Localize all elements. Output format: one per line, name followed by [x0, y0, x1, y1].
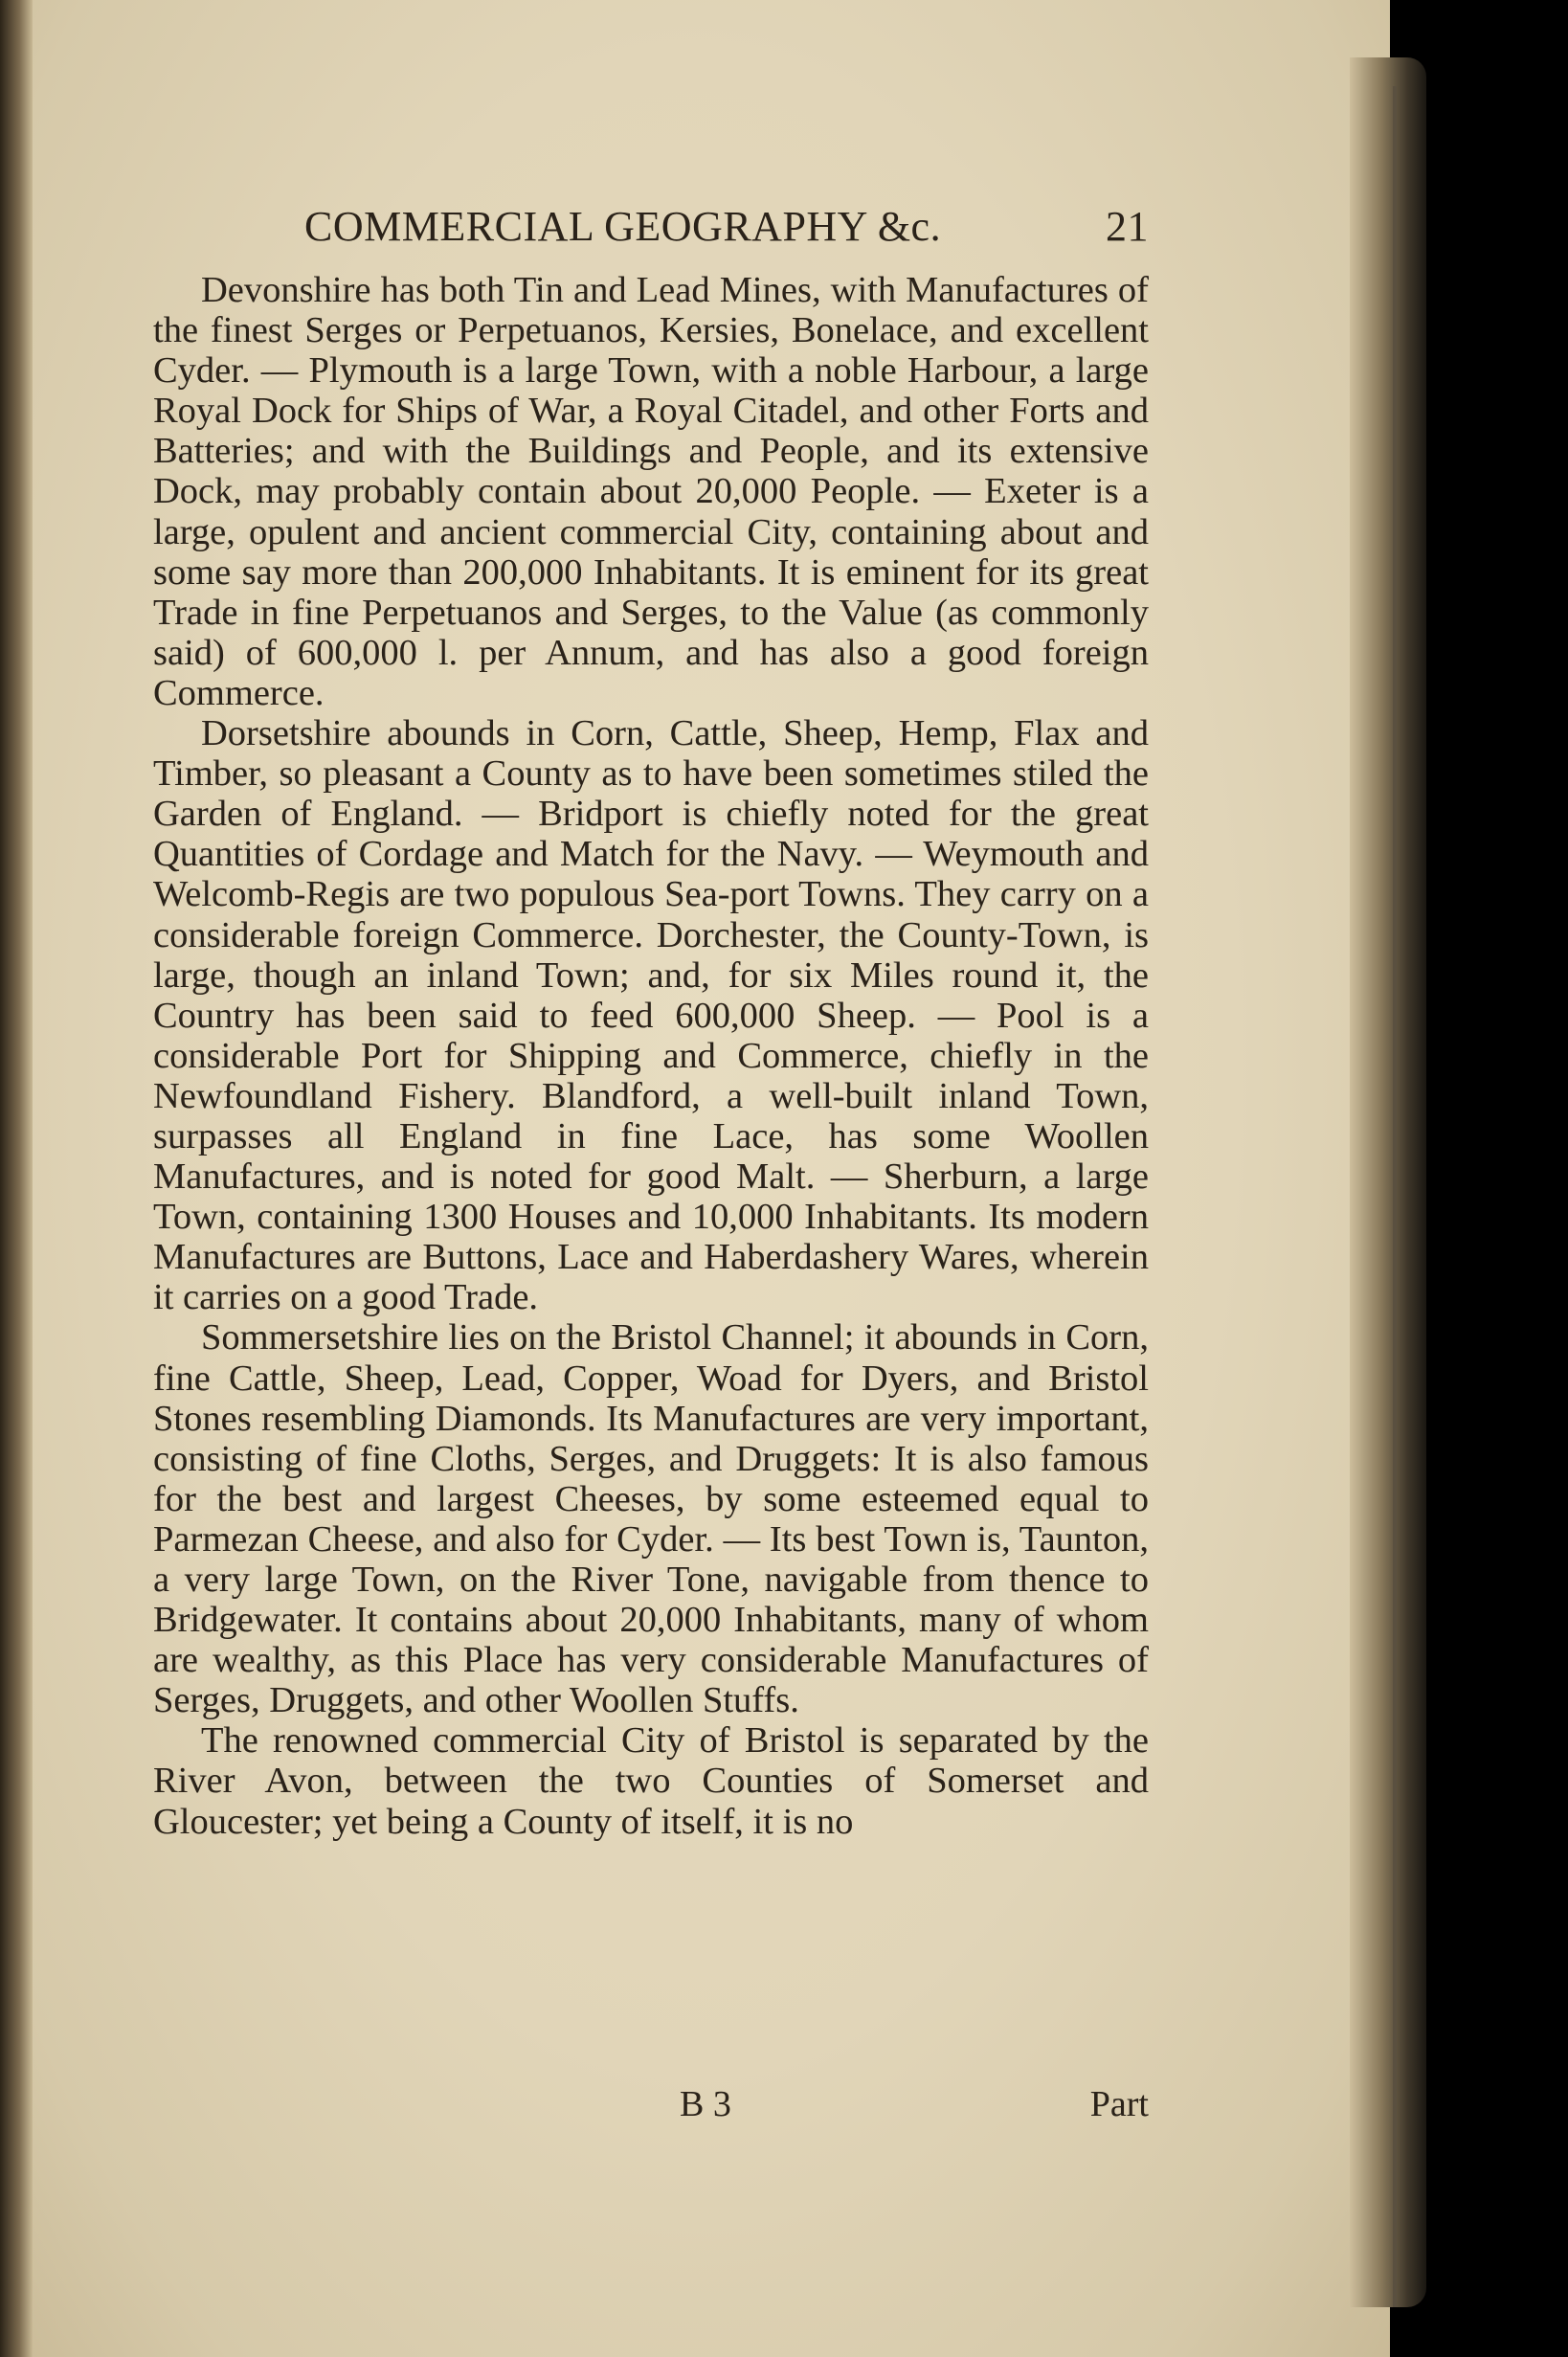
book-edge-line: [1393, 86, 1397, 2307]
running-title: COMMERCIAL GEOGRAPHY &c.: [304, 203, 942, 250]
page-number: 21: [1106, 203, 1149, 250]
paragraph-sommersetshire: Sommersetshire lies on the Bristol Channel; it abounds in Corn, fine Cattle, Sheep, Lead, Copper, Woad for Dyers, and Bristol Stones resembling Diamonds. Its Manufactures are very important, consisting of fine Cloths, Serges, and Druggets: It is also famous for the best and largest Cheeses, by some esteemed equal to Parmezan Cheese, and also for Cyder. — Its best Town is, Taunton, a very large Town, on the River Tone, navigable from thence to Bridgewater. It contains about 20,000 Inhabitants, many of whom are wealthy, as this Place has very considerable Manufactures of Serges, Druggets, and other Woollen Stuffs.: [153, 1317, 1149, 1721]
paragraph-bristol: The renowned commercial City of Bristol is separated by the River Avon, between the two Counties of Somerset and Gloucester; yet being a County of itself, it is no: [153, 1720, 1149, 1842]
page-gutter: [0, 0, 33, 2357]
signature-mark: B 3: [680, 2084, 731, 2124]
page-footer: [153, 2083, 1149, 2125]
paragraph-dorsetshire: Dorsetshire abounds in Corn, Cattle, Sheep, Hemp, Flax and Timber, so pleasant a County as to have been sometimes stiled the Garden of England. — Bridport is chiefly noted for the great Quantities of Cordage and Match for the Navy. — Weymouth and Welcomb-Regis are two populous Sea-port Towns. They carry on a considerable foreign Commerce. Dorchester, the County-Town, is large, though an inland Town; and, for six Miles round it, the Country has been said to feed 600,000 Sheep. — Pool is a considerable Port for Shipping and Commerce, chiefly in the Newfoundland Fishery. Blandford, a well-built inland Town, surpasses all England in fine Lace, has some Woollen Manufactures, and is noted for good Malt. — Sherburn, a large Town, containing 1300 Houses and 10,000 Inhabitants. Its modern Manufactures are Buttons, Lace and Haberdashery Wares, wherein it carries on a good Trade.: [153, 713, 1149, 1318]
body-text: [153, 270, 1149, 1842]
paragraph-devonshire: Devonshire has both Tin and Lead Mines, with Manufactures of the finest Serges or Perpetuanos, Kersies, Bonelace, and excellent Cyder. — Plymouth is a large Town, with a noble Harbour, a large Royal Dock for Ships of War, a Royal Citadel, and other Forts and Batteries; and with the Buildings and People, and its extensive Dock, may probably contain about 20,000 People. — Exeter is a large, opulent and ancient commercial City, containing about and some say more than 200,000 Inhabitants. It is eminent for its great Trade in fine Perpetuanos and Serges, to the Value (as commonly said) of 600,000 l. per Annum, and has also a good foreign Commerce.: [153, 270, 1149, 713]
running-header: [304, 196, 1149, 263]
catchword: Part: [1089, 2084, 1149, 2124]
book-fore-edge: [1350, 57, 1426, 2307]
